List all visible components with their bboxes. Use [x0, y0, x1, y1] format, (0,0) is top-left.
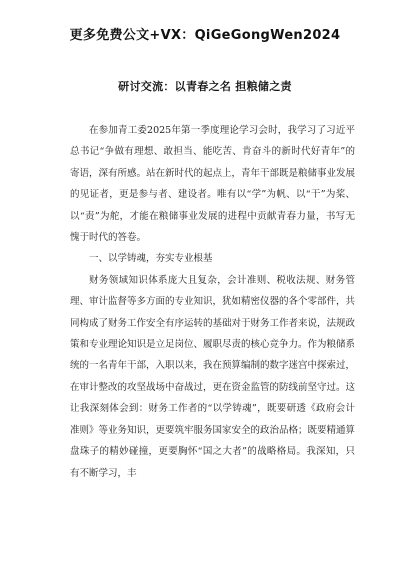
watermark-header: 更多免费公文+VX：QiGeGongWen2024 — [69, 28, 341, 43]
section-1-paragraph: 财务领域知识体系庞大且复杂，会计准则、税收法规、财务管理、审计监督等多方面的专业知识，犹如精密仪器的各个零部件，共同构成了财务工作安全有序运转的基础对于财务工作者来说，法规政策和专业理论知识是立足岗位、履职尽责的核心竞争力。作为粮储系统的一名青年干部，入职以来，我在预算编制的数字迷宫中探索过，在审计整改的攻坚战场中奋战过，更在资金监管的防线前坚守过。这让我深刻体会到：财务工作者的“以学铸魂”，既要研透《政府会计准则》等业务知识，更要筑牢服务国家安全的政治品格；既要精通算盘珠子的精妙碰撞，更要胸怀“国之大者”的战略格局。我深知，只有不断学习，丰 — [70, 274, 356, 479]
intro-paragraph: 在参加青工委2025年第一季度理论学习会时，我学习了习近平总书记“争做有理想、敢担当、能吃苦、肯奋斗的新时代好青年”的寄语，深有所感。站在新时代的起点上，青年干部既是粮储事业发展的见证者，更是参与者、建设者。唯有以“学”为帆、以“干”为桨、以“责”为舵，才能在粮储事业发展的进程中贡献青春力量，书写无愧于时代的答卷。 — [70, 125, 356, 244]
section-heading-1: 一、以学铸魂，夯实专业根基 — [89, 253, 213, 265]
document-title: 研讨交流：以青春之名 担粮储之责 — [118, 80, 292, 93]
document-body — [70, 120, 355, 484]
